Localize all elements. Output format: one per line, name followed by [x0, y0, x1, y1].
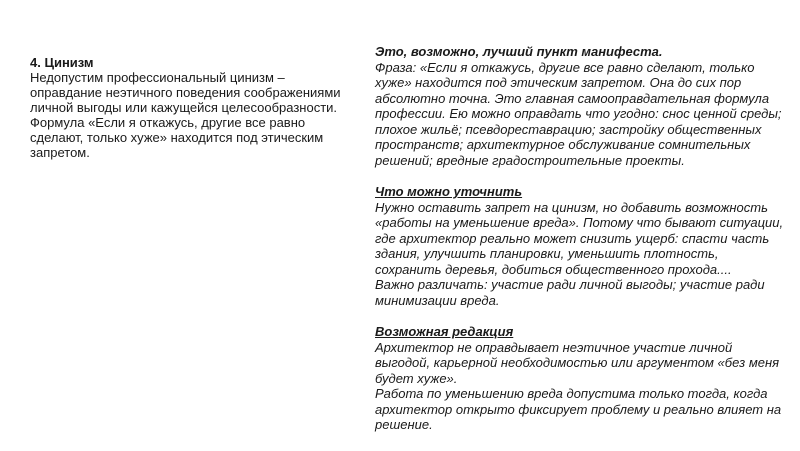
comment-title-2: Что можно уточнить: [375, 184, 523, 199]
comment-title-1: Это, возможно, лучший пункт манифеста.: [375, 44, 663, 59]
comment-block-2: [375, 184, 785, 308]
section-heading: 4. Цинизм: [30, 55, 94, 70]
comment-block-1: [375, 44, 785, 168]
comment-body-3a: Архитектор не оправдывает неэтичное участие личной выгодой, карьерной необходимостью или аргументом «без меня будет хуже».: [375, 339, 780, 386]
comment-title-3: Возможная редакция: [375, 324, 514, 339]
comment-body-1: Фраза: «Если я откажусь, другие все равно сделают, только хуже» находится под этическим запретом. Она до сих пор абсолютно точна. Это главная самооправдательная формула профессии. Ею можно оправдать что угодно: снос ценной среды; плохое жильё; псевдореставрацию; застройку общественных пространств; архитектурное обслуживание сомнительных решений; вредные градостроительные проекты.: [375, 59, 782, 168]
right-column: [375, 44, 785, 433]
comment-body-2a: Нужно оставить запрет на цинизм, но добавить возможность «работы на уменьшение вреда». Потому что бывают ситуации, где архитектор реально может снизить ущерб: спасти часть здания, улучшить планировки, уменьшить плотность, сохранить деревья, добиться общественного прохода....: [375, 199, 784, 277]
section-body: Недопустим профессиональный цинизм – оправдание неэтичного поведения соображениями личной выгоды или кажущейся целесообразности. Формула «Если я откажусь, другие все равно сделают, только хуже» находится под этическим запретом.: [30, 70, 341, 160]
comment-block-3: [375, 324, 785, 433]
comment-body-3b: Работа по уменьшению вреда допустима только тогда, когда архитектор открыто фиксирует проблему и реально влияет на решение.: [375, 386, 782, 432]
left-column: [30, 55, 348, 160]
comment-body-2b: Важно различать: участие ради личной выгоды; участие ради минимизации вреда.: [375, 277, 765, 308]
